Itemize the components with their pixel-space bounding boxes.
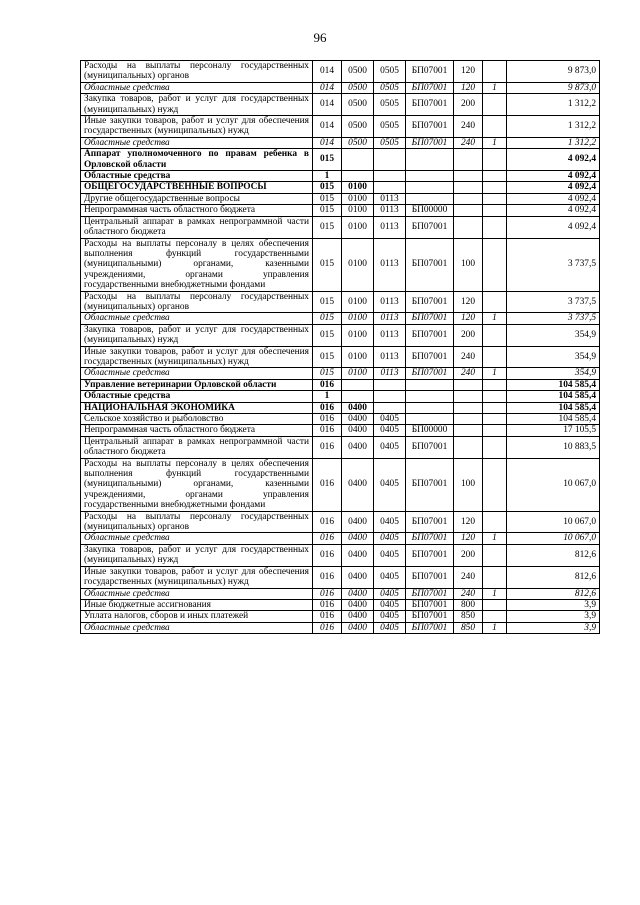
row-target-article: БП07001 [406, 511, 454, 533]
row-section-code: 0400 [342, 511, 374, 533]
row-funding-source [483, 391, 507, 402]
row-section-code: 0400 [342, 588, 374, 599]
row-amount: 4 092,4 [507, 205, 600, 216]
row-department-code: 016 [313, 511, 342, 533]
row-funding-source [483, 291, 507, 313]
table-row [81, 436, 600, 458]
row-expense-type [454, 171, 483, 182]
row-expense-type [454, 182, 483, 193]
row-department-code: 014 [313, 137, 342, 148]
row-department-code: 016 [313, 544, 342, 566]
row-amount: 3,9 [507, 611, 600, 622]
row-expense-type: 240 [454, 368, 483, 379]
table-row [81, 171, 600, 182]
row-department-code: 015 [313, 368, 342, 379]
row-target-article: БП07001 [406, 622, 454, 633]
row-funding-source [483, 171, 507, 182]
row-subsection-code: 0505 [374, 116, 406, 138]
row-subsection-code [374, 149, 406, 171]
row-section-code [342, 171, 374, 182]
row-subsection-code: 0113 [374, 193, 406, 204]
table-row [81, 544, 600, 566]
table-row [81, 116, 600, 138]
row-subsection-code: 0405 [374, 544, 406, 566]
row-subsection-code: 0405 [374, 511, 406, 533]
table-row [81, 588, 600, 599]
row-subsection-code [374, 171, 406, 182]
row-subsection-code: 0113 [374, 324, 406, 346]
row-funding-source [483, 436, 507, 458]
row-subsection-code: 0113 [374, 216, 406, 238]
table-row [81, 94, 600, 116]
row-expense-type [454, 402, 483, 413]
row-section-code: 0400 [342, 425, 374, 436]
row-subsection-code: 0405 [374, 436, 406, 458]
row-section-code: 0400 [342, 414, 374, 425]
row-name: Расходы на выплаты персоналу государственных (муниципальных) органов [81, 291, 313, 313]
row-target-article: БП07001 [406, 599, 454, 610]
row-amount: 4 092,4 [507, 149, 600, 171]
row-name: Областные средства [81, 137, 313, 148]
row-target-article: БП07001 [406, 544, 454, 566]
row-target-article [406, 414, 454, 425]
table-row [81, 566, 600, 588]
row-subsection-code: 0113 [374, 368, 406, 379]
row-amount: 104 585,4 [507, 379, 600, 390]
row-name: Областные средства [81, 588, 313, 599]
row-expense-type [454, 149, 483, 171]
row-section-code: 0400 [342, 622, 374, 633]
row-amount: 354,9 [507, 324, 600, 346]
row-name: Центральный аппарат в рамках непрограммной части областного бюджета [81, 436, 313, 458]
row-target-article: БП07001 [406, 216, 454, 238]
row-section-code [342, 379, 374, 390]
row-subsection-code: 0405 [374, 611, 406, 622]
row-amount: 4 092,4 [507, 171, 600, 182]
row-target-article [406, 149, 454, 171]
row-funding-source [483, 94, 507, 116]
row-funding-source [483, 544, 507, 566]
row-name: Сельское хозяйство и рыболовство [81, 414, 313, 425]
row-name: Областные средства [81, 622, 313, 633]
row-department-code: 016 [313, 458, 342, 511]
row-amount: 3 737,5 [507, 313, 600, 324]
budget-table [80, 60, 600, 634]
table-row [81, 458, 600, 511]
row-department-code: 014 [313, 94, 342, 116]
row-subsection-code: 0505 [374, 82, 406, 93]
row-department-code: 014 [313, 116, 342, 138]
row-subsection-code: 0113 [374, 205, 406, 216]
row-expense-type: 850 [454, 622, 483, 633]
row-amount: 812,6 [507, 588, 600, 599]
row-name: Управление ветеринарии Орловской области [81, 379, 313, 390]
table-row [81, 313, 600, 324]
row-funding-source [483, 458, 507, 511]
row-department-code: 015 [313, 182, 342, 193]
row-expense-type [454, 193, 483, 204]
row-funding-source [483, 566, 507, 588]
row-section-code: 0100 [342, 313, 374, 324]
row-subsection-code: 0505 [374, 61, 406, 83]
row-funding-source [483, 238, 507, 291]
row-expense-type: 120 [454, 291, 483, 313]
row-name: Закупка товаров, работ и услуг для государственных (муниципальных) нужд [81, 324, 313, 346]
row-target-article: БП07001 [406, 82, 454, 93]
table-row [81, 611, 600, 622]
row-amount: 4 092,4 [507, 193, 600, 204]
row-department-code: 1 [313, 391, 342, 402]
row-amount: 4 092,4 [507, 216, 600, 238]
row-expense-type [454, 425, 483, 436]
table-row [81, 291, 600, 313]
row-subsection-code: 0113 [374, 291, 406, 313]
budget-table-body [81, 61, 600, 634]
row-name: Областные средства [81, 368, 313, 379]
row-expense-type: 240 [454, 346, 483, 368]
row-section-code: 0100 [342, 324, 374, 346]
table-row [81, 425, 600, 436]
row-subsection-code: 0505 [374, 94, 406, 116]
row-funding-source [483, 611, 507, 622]
row-department-code: 016 [313, 566, 342, 588]
row-department-code: 015 [313, 205, 342, 216]
row-target-article: БП07001 [406, 533, 454, 544]
row-section-code: 0400 [342, 566, 374, 588]
row-section-code: 0500 [342, 137, 374, 148]
row-amount: 3 737,5 [507, 238, 600, 291]
row-section-code: 0100 [342, 193, 374, 204]
table-row [81, 137, 600, 148]
row-name: ОБЩЕГОСУДАРСТВЕННЫЕ ВОПРОСЫ [81, 182, 313, 193]
row-department-code: 016 [313, 533, 342, 544]
row-target-article: БП07001 [406, 346, 454, 368]
row-department-code: 016 [313, 436, 342, 458]
row-amount: 10 067,0 [507, 533, 600, 544]
row-section-code: 0400 [342, 611, 374, 622]
row-section-code [342, 391, 374, 402]
row-name: Иные бюджетные ассигнования [81, 599, 313, 610]
row-funding-source: 1 [483, 368, 507, 379]
row-expense-type: 100 [454, 238, 483, 291]
row-name: Иные закупки товаров, работ и услуг для обеспечения государственных (муниципальных) нужд [81, 116, 313, 138]
row-funding-source [483, 61, 507, 83]
table-row [81, 61, 600, 83]
row-department-code: 015 [313, 216, 342, 238]
row-funding-source: 1 [483, 533, 507, 544]
row-section-code: 0400 [342, 533, 374, 544]
table-row [81, 193, 600, 204]
row-funding-source [483, 402, 507, 413]
row-section-code: 0100 [342, 291, 374, 313]
row-amount: 1 312,2 [507, 94, 600, 116]
row-subsection-code: 0113 [374, 346, 406, 368]
row-name: Закупка товаров, работ и услуг для государственных (муниципальных) нужд [81, 544, 313, 566]
row-subsection-code: 0113 [374, 238, 406, 291]
row-department-code: 016 [313, 588, 342, 599]
row-section-code: 0100 [342, 346, 374, 368]
row-amount: 17 105,5 [507, 425, 600, 436]
row-section-code: 0400 [342, 458, 374, 511]
row-amount: 1 312,2 [507, 137, 600, 148]
row-expense-type: 240 [454, 137, 483, 148]
row-expense-type [454, 436, 483, 458]
row-amount: 354,9 [507, 368, 600, 379]
row-name: Иные закупки товаров, работ и услуг для обеспечения государственных (муниципальных) нужд [81, 346, 313, 368]
row-amount: 1 312,2 [507, 116, 600, 138]
row-expense-type [454, 205, 483, 216]
row-subsection-code: 0405 [374, 622, 406, 633]
row-funding-source [483, 149, 507, 171]
row-target-article: БП00000 [406, 425, 454, 436]
row-expense-type: 100 [454, 458, 483, 511]
row-section-code: 0100 [342, 368, 374, 379]
row-target-article: БП07001 [406, 436, 454, 458]
row-name: НАЦИОНАЛЬНАЯ ЭКОНОМИКА [81, 402, 313, 413]
page-number: 96 [313, 30, 327, 45]
row-department-code: 014 [313, 82, 342, 93]
row-amount: 4 092,4 [507, 182, 600, 193]
table-row [81, 379, 600, 390]
table-row [81, 533, 600, 544]
table-row [81, 182, 600, 193]
row-expense-type: 800 [454, 599, 483, 610]
row-expense-type: 240 [454, 566, 483, 588]
row-funding-source: 1 [483, 137, 507, 148]
row-amount: 10 067,0 [507, 511, 600, 533]
row-funding-source [483, 414, 507, 425]
row-target-article [406, 391, 454, 402]
row-funding-source [483, 205, 507, 216]
row-target-article: БП07001 [406, 324, 454, 346]
row-amount: 812,6 [507, 566, 600, 588]
row-section-code: 0400 [342, 599, 374, 610]
table-row [81, 324, 600, 346]
row-name: Аппарат уполномоченного по правам ребенка в Орловской области [81, 149, 313, 171]
table-row [81, 391, 600, 402]
row-subsection-code [374, 182, 406, 193]
row-amount: 3,9 [507, 622, 600, 633]
table-row [81, 414, 600, 425]
row-department-code: 015 [313, 291, 342, 313]
row-funding-source: 1 [483, 588, 507, 599]
table-row [81, 599, 600, 610]
row-subsection-code: 0405 [374, 588, 406, 599]
table-row [81, 511, 600, 533]
row-name: Центральный аппарат в рамках непрограммной части областного бюджета [81, 216, 313, 238]
row-amount: 3,9 [507, 599, 600, 610]
row-subsection-code [374, 379, 406, 390]
row-section-code [342, 149, 374, 171]
row-department-code: 016 [313, 611, 342, 622]
row-target-article [406, 193, 454, 204]
row-expense-type: 850 [454, 611, 483, 622]
row-subsection-code: 0405 [374, 425, 406, 436]
row-target-article: БП07001 [406, 238, 454, 291]
row-funding-source [483, 182, 507, 193]
row-department-code: 016 [313, 402, 342, 413]
row-name: Областные средства [81, 313, 313, 324]
table-row [81, 216, 600, 238]
row-department-code: 016 [313, 414, 342, 425]
row-department-code: 015 [313, 193, 342, 204]
row-target-article: БП07001 [406, 313, 454, 324]
row-expense-type: 200 [454, 324, 483, 346]
row-name: Расходы на выплаты персоналу в целях обеспечения выполнения функций государственными (муниципальными) органами, казенными учреждениями, органами управления государственными внебюджетными фондами [81, 238, 313, 291]
table-row [81, 346, 600, 368]
row-name: Расходы на выплаты персоналу государственных (муниципальных) органов [81, 61, 313, 83]
row-department-code: 016 [313, 379, 342, 390]
row-department-code: 016 [313, 425, 342, 436]
row-funding-source: 1 [483, 313, 507, 324]
row-funding-source [483, 346, 507, 368]
row-name: Областные средства [81, 391, 313, 402]
row-amount: 10 883,5 [507, 436, 600, 458]
row-amount: 354,9 [507, 346, 600, 368]
row-funding-source [483, 511, 507, 533]
row-section-code: 0100 [342, 238, 374, 291]
row-target-article: БП07001 [406, 611, 454, 622]
row-section-code: 0400 [342, 544, 374, 566]
row-department-code: 1 [313, 171, 342, 182]
row-target-article [406, 402, 454, 413]
row-amount: 104 585,4 [507, 414, 600, 425]
row-funding-source [483, 116, 507, 138]
row-target-article: БП07001 [406, 94, 454, 116]
row-subsection-code [374, 402, 406, 413]
row-amount: 104 585,4 [507, 391, 600, 402]
row-subsection-code: 0405 [374, 533, 406, 544]
row-funding-source [483, 599, 507, 610]
row-target-article [406, 379, 454, 390]
row-target-article: БП00000 [406, 205, 454, 216]
row-section-code: 0100 [342, 216, 374, 238]
table-row [81, 368, 600, 379]
row-section-code: 0100 [342, 205, 374, 216]
row-name: Непрограммная часть областного бюджета [81, 205, 313, 216]
row-target-article: БП07001 [406, 588, 454, 599]
row-funding-source [483, 425, 507, 436]
row-target-article: БП07001 [406, 368, 454, 379]
row-subsection-code: 0113 [374, 313, 406, 324]
row-expense-type [454, 216, 483, 238]
row-department-code: 015 [313, 313, 342, 324]
row-name: Закупка товаров, работ и услуг для государственных (муниципальных) нужд [81, 94, 313, 116]
row-target-article [406, 182, 454, 193]
row-expense-type: 120 [454, 533, 483, 544]
row-department-code: 014 [313, 61, 342, 83]
row-name: Расходы на выплаты персоналу в целях обеспечения выполнения функций государственными (муниципальными) органами, казенными учреждениями, органами управления государственными внебюджетными фондами [81, 458, 313, 511]
table-row [81, 205, 600, 216]
row-expense-type: 200 [454, 544, 483, 566]
row-target-article [406, 171, 454, 182]
row-expense-type [454, 414, 483, 425]
row-target-article: БП07001 [406, 566, 454, 588]
row-subsection-code: 0405 [374, 599, 406, 610]
row-amount: 3 737,5 [507, 291, 600, 313]
row-subsection-code: 0405 [374, 458, 406, 511]
row-section-code: 0500 [342, 61, 374, 83]
row-name: Расходы на выплаты персоналу государственных (муниципальных) органов [81, 511, 313, 533]
row-amount: 104 585,4 [507, 402, 600, 413]
row-expense-type: 240 [454, 588, 483, 599]
row-section-code: 0400 [342, 402, 374, 413]
row-name: Областные средства [81, 82, 313, 93]
row-amount: 812,6 [507, 544, 600, 566]
row-name: Областные средства [81, 533, 313, 544]
row-subsection-code [374, 391, 406, 402]
row-section-code: 0100 [342, 182, 374, 193]
row-funding-source [483, 379, 507, 390]
row-department-code: 015 [313, 324, 342, 346]
row-name: Другие общегосударственные вопросы [81, 193, 313, 204]
row-expense-type: 200 [454, 94, 483, 116]
row-department-code: 016 [313, 622, 342, 633]
row-name: Уплата налогов, сборов и иных платежей [81, 611, 313, 622]
table-row [81, 238, 600, 291]
row-expense-type: 120 [454, 82, 483, 93]
row-amount: 9 873,0 [507, 61, 600, 83]
row-section-code: 0500 [342, 82, 374, 93]
row-department-code: 015 [313, 346, 342, 368]
row-funding-source [483, 324, 507, 346]
row-funding-source [483, 216, 507, 238]
row-expense-type [454, 379, 483, 390]
row-expense-type: 240 [454, 116, 483, 138]
row-target-article: БП07001 [406, 61, 454, 83]
table-row [81, 622, 600, 633]
row-department-code: 016 [313, 599, 342, 610]
row-department-code: 015 [313, 238, 342, 291]
row-subsection-code: 0405 [374, 566, 406, 588]
row-expense-type [454, 391, 483, 402]
row-name: Непрограммная часть областного бюджета [81, 425, 313, 436]
row-section-code: 0400 [342, 436, 374, 458]
row-funding-source [483, 193, 507, 204]
row-target-article: БП07001 [406, 291, 454, 313]
row-expense-type: 120 [454, 61, 483, 83]
row-department-code: 015 [313, 149, 342, 171]
table-row [81, 402, 600, 413]
row-subsection-code: 0405 [374, 414, 406, 425]
row-section-code: 0500 [342, 116, 374, 138]
row-amount: 10 067,0 [507, 458, 600, 511]
table-row [81, 149, 600, 171]
row-subsection-code: 0505 [374, 137, 406, 148]
row-target-article: БП07001 [406, 137, 454, 148]
row-name: Иные закупки товаров, работ и услуг для обеспечения государственных (муниципальных) нужд [81, 566, 313, 588]
row-funding-source: 1 [483, 622, 507, 633]
row-expense-type: 120 [454, 313, 483, 324]
row-target-article: БП07001 [406, 458, 454, 511]
row-section-code: 0500 [342, 94, 374, 116]
row-funding-source: 1 [483, 82, 507, 93]
table-row [81, 82, 600, 93]
row-amount: 9 873,0 [507, 82, 600, 93]
row-name: Областные средства [81, 171, 313, 182]
row-expense-type: 120 [454, 511, 483, 533]
row-target-article: БП07001 [406, 116, 454, 138]
